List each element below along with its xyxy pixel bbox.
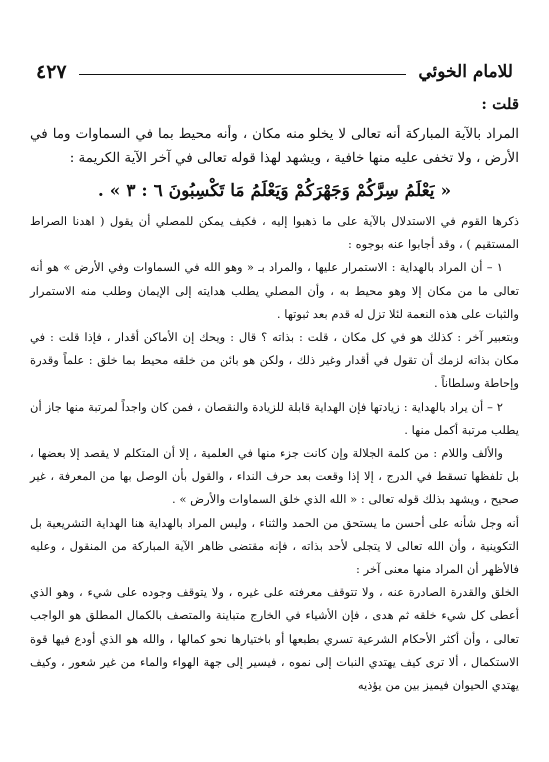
body-paragraph: أنه وجل شأنه على أحسن ما يستحق من الحمد والثناء ، وليس المراد بالهداية هنا الهداية التشريعية بل التكوينية ، وأن الله تعالى لا يتجلى لأحد بذاته ، فإنه مقتضى ظاهر الآية المباركة من المنقول ، وعليه فالأظهر أن المراد منها معنى آخر :: [30, 515, 519, 577]
page-number: ٤٢٧: [36, 61, 67, 83]
body-paragraph: الخلق والقدرة الصادرة عنه ، ولا تتوقف معرفته على غيره ، ولا يتوقف وجوده على شيء ، وهو الذي أعطى كل شيء خلقه ثم هدى ، فإن الأشياء في الخارج متباينة والمتصف بالكمال المطلق هو الواجب تعالى ، وأن أكثر الأحكام الشرعية تسري بطبعها أو باختيارها نحو كمالها ، والله هو الذي أودع فيها قوة الاستكمال ، ألا ترى كيف يهتدي النبات إلى نموه ، فيسير إلى جهة الهواء والماء من غير شعور ، وكيف يهتدي الحيوان فيميز بين من يؤذيه: [30, 585, 519, 693]
page-body: [30, 92, 519, 750]
body-paragraph: ٢ – أن يراد بالهداية : زيادتها فإن الهداية قابلة للزيادة والنقصان ، فمن كان واجداً لمرتبة منها جاز أن يطلب مرتبة أكمل منها .: [30, 399, 519, 437]
body-paragraph: والألف واللام : من كلمة الجلالة وإن كانت جزء منها في العلمية ، إلا أن المتكلم لا يقصد إلا بعضها ، بل تلفظها تسقط في الدرج ، إلا إذا وقعت بعد حرف النداء ، والقول بأن الوصل بها من المعرفة ، غير صحيح ، ويشهد بذلك قوله تعالى : « الله الذي خلق السماوات والأرض » .: [30, 446, 519, 507]
intro-paragraph: المراد بالآية المباركة أنه تعالى لا يخلو منه مكان ، وأنه محيط بما في السماوات وما في الأرض ، ولا تخفى عليه منها خافية ، ويشهد لهذا قوله تعالى في آخر الآية الكريمة :: [30, 126, 519, 166]
body-paragraph: ذكرها القوم في الاستدلال بالآية على ما ذهبوا إليه ، فكيف يمكن للمصلي أن يقول ( اهدنا الصراط المستقيم ) ، وقد أجابوا عنه بوجوه :: [30, 214, 519, 252]
body-paragraph: وبتعبير آخر : كذلك هو في كل مكان ، قلت : بذاته ؟ قال : ويحك إن الأماكن أقدار ، فإذا قلت : في مكان بذاته لزمك أن تقول في أقدار وغير ذلك ، ولكن هو بائن من خلقه محيط بما خلق : علماً وقدرة وإحاطة وسلطاناً .: [30, 330, 519, 391]
quranic-verse: « يَعْلَمُ سِرَّكُمْ وَجَهْرَكُمْ وَيَعْلَمُ مَا تَكْسِبُونَ ٦ : ٣ » .: [97, 181, 452, 201]
body-paragraph: ١ – أن المراد بالهداية : الاستمرار عليها ، والمراد بـ « وهو الله في السماوات وفي الأرض » هو أنه تعالى ما من مكان إلا وهو محيط به ، وأن المصلي يطلب هدايته إلى الإيمان وطلب منه الاستمرار والثبات على هذه النعمة لئلا تزل له قدم بعد ثبوتها .: [30, 260, 519, 321]
section-label: قلت :: [481, 95, 519, 113]
running-title: للامام الخوئي: [418, 62, 513, 82]
header-rule: [79, 74, 407, 75]
page-header: [36, 58, 513, 86]
